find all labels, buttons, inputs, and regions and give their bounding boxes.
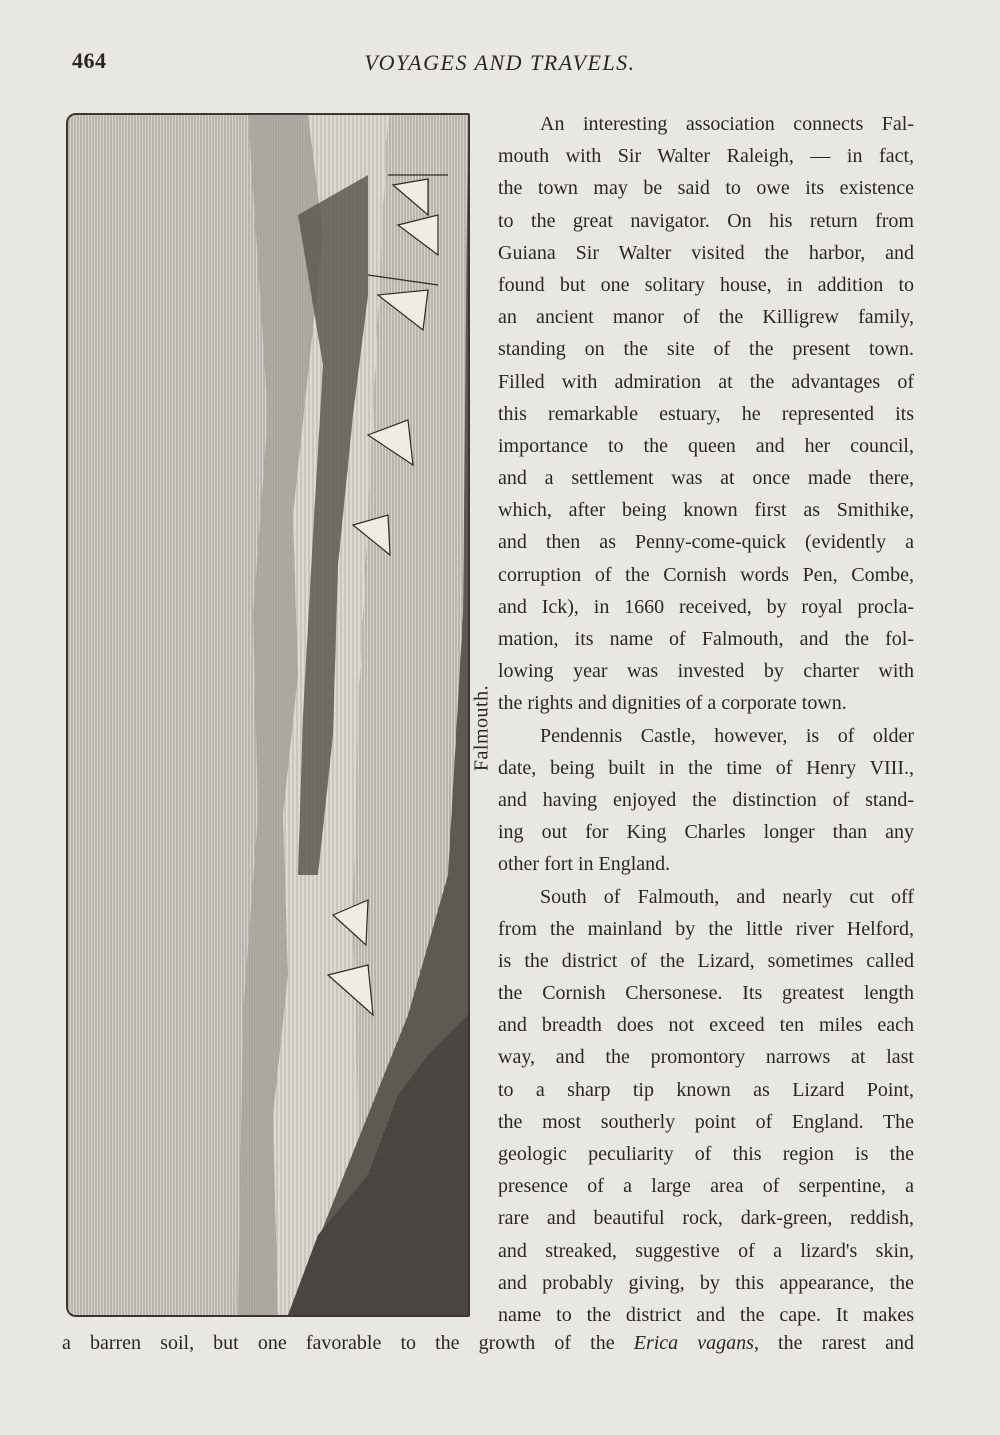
text-line: other fort in England. <box>498 853 671 876</box>
text-line: importance to the queen and her council, <box>498 434 914 457</box>
text-line: South of Falmouth, and nearly cut off <box>540 885 914 908</box>
text-line: mation, its name of Falmouth, and the fol- <box>498 628 914 650</box>
full-width-line-italic: Erica vagans <box>633 1332 754 1354</box>
text-line: name to the district and the cape. It makes <box>498 1303 914 1326</box>
text-line: An interesting association connects Fal- <box>540 113 914 135</box>
text-line: to the great navigator. On his return from <box>498 209 914 232</box>
engraving-illustration <box>68 115 468 1315</box>
text-line: the most southerly point of England. The <box>498 1110 914 1133</box>
text-line: Guiana Sir Walter visited the harbor, and <box>498 241 914 264</box>
figure-caption <box>462 668 502 788</box>
full-width-line-before: a barren soil, but one favorable to the growth of the <box>62 1332 634 1354</box>
text-line: and a settlement was at once made there, <box>498 467 914 490</box>
text-line: this remarkable estuary, he represented its <box>498 402 914 425</box>
text-line: the town may be said to owe its existence <box>498 177 914 200</box>
running-head: VOYAGES AND TRAVELS. <box>364 50 636 75</box>
text-line: is the district of the Lizard, sometimes called <box>498 949 914 972</box>
text-line: and having enjoyed the distinction of stand- <box>498 788 914 811</box>
text-line: and streaked, suggestive of a lizard's skin, <box>498 1239 914 1262</box>
text-line: found but one solitary house, in addition to <box>498 273 914 296</box>
text-line: the rights and dignities of a corporate town. <box>498 692 847 715</box>
full-width-line-after: , the rarest and <box>753 1332 914 1354</box>
text-line: lowing year was invested by charter with <box>498 660 914 683</box>
text-line: presence of a large area of serpentine, a <box>498 1175 914 1198</box>
text-line: Filled with admiration at the advantages of <box>498 370 914 393</box>
text-line: mouth with Sir Walter Raleigh, — in fact, <box>498 145 914 168</box>
text-line: and Ick), in 1660 received, by royal procla- <box>498 595 914 618</box>
text-line: and probably giving, by this appearance, the <box>498 1271 914 1294</box>
text-line: and then as Penny-come-quick (evidently a <box>498 531 914 554</box>
body-text-column <box>498 108 914 1331</box>
figure-caption-text: Falmouth. <box>470 684 493 772</box>
text-line: and breadth does not exceed ten miles each <box>498 1014 914 1037</box>
text-line: ing out for King Charles longer than any <box>498 821 914 844</box>
text-line: Pendennis Castle, however, is of older <box>540 724 914 747</box>
text-line: date, being built in the time of Henry VIII., <box>498 756 914 779</box>
full-width-line <box>62 1327 914 1359</box>
text-line: an ancient manor of the Killigrew family, <box>498 306 914 329</box>
text-line: corruption of the Cornish words Pen, Combe, <box>498 563 914 586</box>
page-number: 464 <box>72 48 107 73</box>
text-line: way, and the promontory narrows at last <box>498 1046 914 1069</box>
text-line: standing on the site of the present town. <box>498 338 914 361</box>
text-line: which, after being known first as Smithike, <box>498 499 914 522</box>
text-line: the Cornish Chersonese. Its greatest length <box>498 982 914 1005</box>
falmouth-engraving <box>66 113 470 1317</box>
text-line: from the mainland by the little river Helford, <box>498 917 914 940</box>
text-line: rare and beautiful rock, dark-green, reddish, <box>498 1207 914 1230</box>
text-line: to a sharp tip known as Lizard Point, <box>498 1078 914 1101</box>
text-line: geologic peculiarity of this region is the <box>498 1143 914 1165</box>
